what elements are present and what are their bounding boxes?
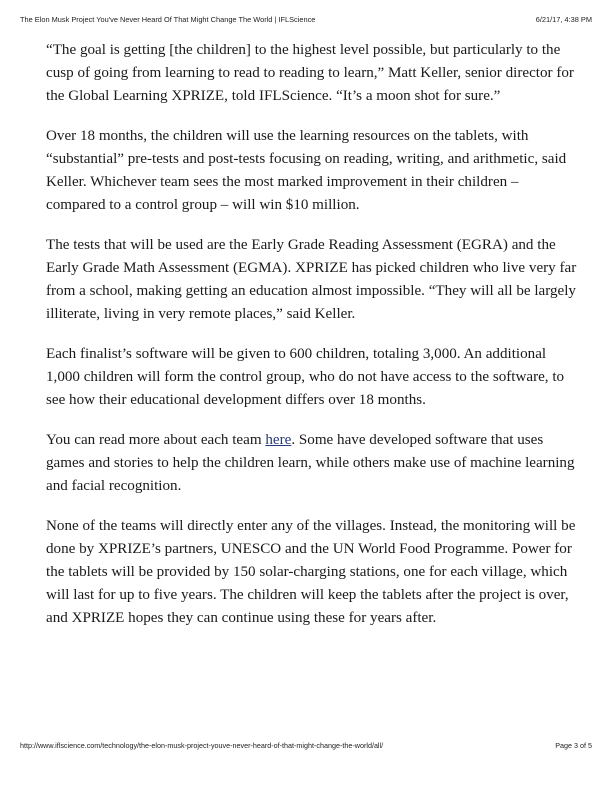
teams-text-after: . Some have developed software that uses games and stories to help the children learn, while others make use of machine learning and facial recognition. [46, 432, 575, 494]
teams-here-link[interactable]: here [265, 432, 292, 448]
paragraph-teams [46, 429, 578, 498]
print-date: 6/21/17, 4:38 PM [535, 15, 592, 24]
paragraph-goal-quote: “The goal is getting [the children] to the highest level possible, but particularly to the cusp of going from learning to read to reading to learn,” Matt Keller, senior director for the Global Learning XPRIZE, told IFLScience. “It’s a moon shot for sure.” [46, 42, 574, 104]
article-body [46, 39, 578, 647]
paragraph-tablets-tests: Over 18 months, the children will use the learning resources on the tablets, with “substantial” pre-tests and post-tests focusing on reading, writing, and arithmetic, said Keller. Whichever team sees the most marked improvement in their children – compared to a control group – will win $10 million. [46, 128, 567, 213]
page-title: The Elon Musk Project You've Never Heard Of That Might Change The World | IFLScience [20, 15, 316, 24]
footer-url: http://www.iflscience.com/technology/the-elon-musk-project-youve-never-heard-of-that-might-change-the-world/all/ [20, 741, 384, 750]
paragraph-finalist-software: Each finalist’s software will be given to 600 children, totaling 3,000. An additional 1,000 children will form the control group, who do not have access to the software, to see how their educational development differs over 18 months. [46, 346, 565, 408]
teams-text-before: You can read more about each team [46, 432, 266, 448]
paragraph-villages: None of the teams will directly enter any of the villages. Instead, the monitoring will be done by XPRIZE’s partners, UNESCO and the UN World Food Programme. Power for the tablets will be provided by 150 solar-charging stations, one for each village, which will last for up to five years. The children will keep the tablets after the project is over, and XPRIZE hopes they can continue using these for years after. [46, 518, 576, 626]
paragraph-egra-egma: The tests that will be used are the Early Grade Reading Assessment (EGRA) and the Early Grade Math Assessment (EGMA). XPRIZE has picked children who live very far from a school, making getting an education almost impossible. “They will all be largely illiterate, living in very remote places,” said Keller. [46, 237, 577, 322]
page-number: Page 3 of 5 [555, 741, 592, 750]
